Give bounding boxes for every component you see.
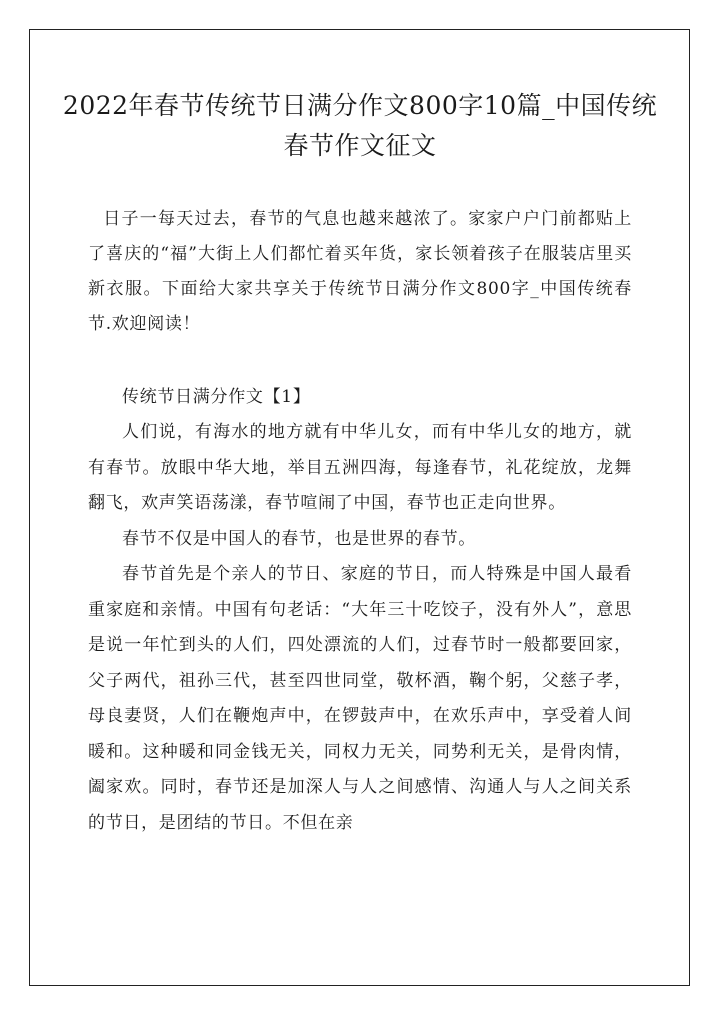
body-paragraph-2: 春节不仅是中国人的春节，也是世界的春节。 [122,528,476,549]
essay-body [88,415,632,841]
body-paragraph-3: 春节首先是个亲人的节日、家庭的节日，而人特殊是中国人最看重家庭和亲情。中国有句老话：“大年三十吃饺子，没有外人”，意思是说一年忙到头的人们，四处漂流的人们，过春节时一般都要回家，父子两代，祖孙三代，甚至四世同堂，敬杯酒，鞠个躬，父慈子孝，母良妻贤，人们在鞭炮声中，在锣鼓声中，在欢乐声中，享受着人间暖和。这种暖和同金钱无关，同权力无关，同势利无关，是骨肉情，阖家欢。同时，春节还是加深人与人之间感情、沟通人与人之间关系的节日，是团结的节日。不但在亲 [88,564,632,833]
intro-paragraph: 日子一每天过去，春节的气息也越来越浓了。家家户户门前都贴上了喜庆的“福”大街上人们都忙着买年货，家长领着孩子在服装店里买新衣服。下面给大家共享关于传统节日满分作文800字_中国传统春节.欢迎阅读！ [88,209,632,334]
section-heading: 传统节日满分作文【1】 [122,387,311,407]
body-paragraph-1: 人们说，有海水的地方就有中华儿女，而有中华儿女的地方，就有春节。放眼中华大地，举目五洲四海，每逢春节，礼花绽放，龙舞翻飞，欢声笑语荡漾，春节喧闹了中国，春节也正走向世界。 [88,422,632,513]
document-title: 2022年春节传统节日满分作文800字10篇_中国传统春节作文征文 [62,91,658,160]
document-body [88,202,632,841]
